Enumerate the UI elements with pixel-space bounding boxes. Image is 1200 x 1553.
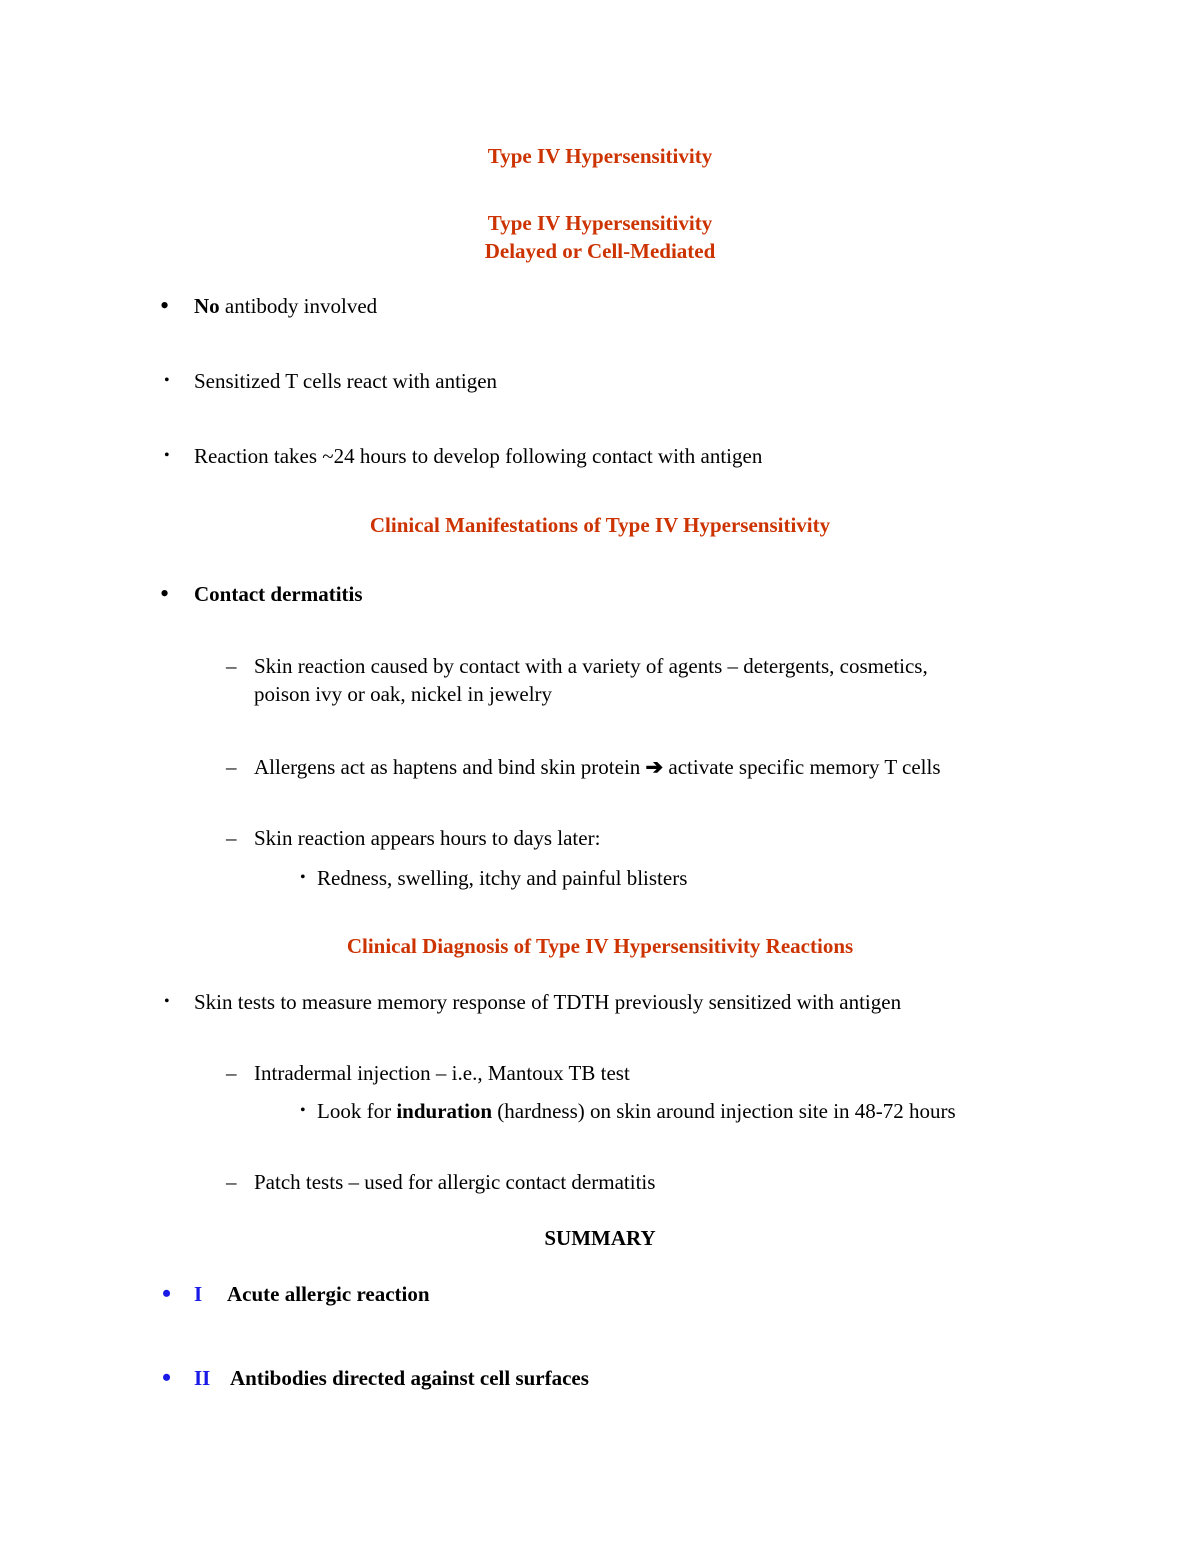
page-title: Type IV Hypersensitivity bbox=[487, 144, 713, 168]
sub-item: Skin reaction appears hours to days later: bbox=[254, 826, 601, 850]
section-heading-diagnosis: Clinical Diagnosis of Type IV Hypersensitivity Reactions bbox=[346, 934, 854, 958]
list-item-contact-dermatitis: Contact dermatitis bbox=[194, 582, 363, 606]
sub-item-text: activate specific memory T cells bbox=[663, 755, 941, 779]
bullet-marker: • bbox=[300, 1102, 306, 1119]
dash-marker: – bbox=[226, 826, 237, 850]
bullet-marker: • bbox=[164, 447, 170, 464]
section-heading-line2: Delayed or Cell-Mediated bbox=[484, 239, 716, 263]
summary-heading: SUMMARY bbox=[544, 1226, 656, 1250]
arrow-right-icon: ➔ bbox=[645, 755, 664, 779]
bullet-marker: • bbox=[300, 869, 306, 886]
bullet-marker: • bbox=[160, 579, 170, 608]
sub-sub-item-text: (hardness) on skin around injection site in 48-72 hours bbox=[492, 1099, 956, 1123]
bullet-marker: • bbox=[162, 1363, 172, 1392]
sub-item: Intradermal injection – i.e., Mantoux TB test bbox=[254, 1061, 630, 1085]
section-heading-manifestations: Clinical Manifestations of Type IV Hypersensitivity bbox=[369, 513, 831, 537]
bullet-marker: • bbox=[164, 993, 170, 1010]
emphasis-induration: induration bbox=[396, 1099, 493, 1123]
summary-item-text: Antibodies directed against cell surfaces bbox=[230, 1366, 589, 1390]
dash-marker: – bbox=[226, 1170, 237, 1194]
summary-numeral: II bbox=[194, 1366, 211, 1390]
list-item: Reaction takes ~24 hours to develop following contact with antigen bbox=[194, 444, 763, 468]
sub-item bbox=[254, 753, 941, 781]
bullet-marker: • bbox=[162, 1279, 172, 1308]
list-item: Skin tests to measure memory response of TDTH previously sensitized with antigen bbox=[194, 990, 902, 1014]
sub-item-text: Allergens act as haptens and bind skin protein bbox=[254, 755, 646, 779]
sub-sub-item-text: Look for bbox=[317, 1099, 397, 1123]
sub-item-line1: Skin reaction caused by contact with a variety of agents – detergents, cosmetics, bbox=[254, 654, 928, 678]
bullet-marker: • bbox=[160, 291, 170, 320]
dash-marker: – bbox=[226, 654, 237, 678]
emphasis-no: No bbox=[194, 294, 220, 318]
sub-item-line2: poison ivy or oak, nickel in jewelry bbox=[254, 682, 553, 706]
sub-sub-item: Redness, swelling, itchy and painful blisters bbox=[317, 866, 688, 890]
summary-item-text: Acute allergic reaction bbox=[227, 1282, 430, 1306]
summary-numeral: I bbox=[194, 1282, 203, 1306]
bullet-marker: • bbox=[164, 372, 170, 389]
section-heading-line1: Type IV Hypersensitivity bbox=[487, 211, 713, 235]
dash-marker: – bbox=[226, 755, 237, 779]
list-item: Sensitized T cells react with antigen bbox=[194, 369, 498, 393]
sub-item: Patch tests – used for allergic contact dermatitis bbox=[254, 1170, 656, 1194]
list-item bbox=[194, 292, 377, 320]
dash-marker: – bbox=[226, 1061, 237, 1085]
sub-sub-item bbox=[317, 1097, 956, 1125]
list-item-text: antibody involved bbox=[219, 294, 378, 318]
